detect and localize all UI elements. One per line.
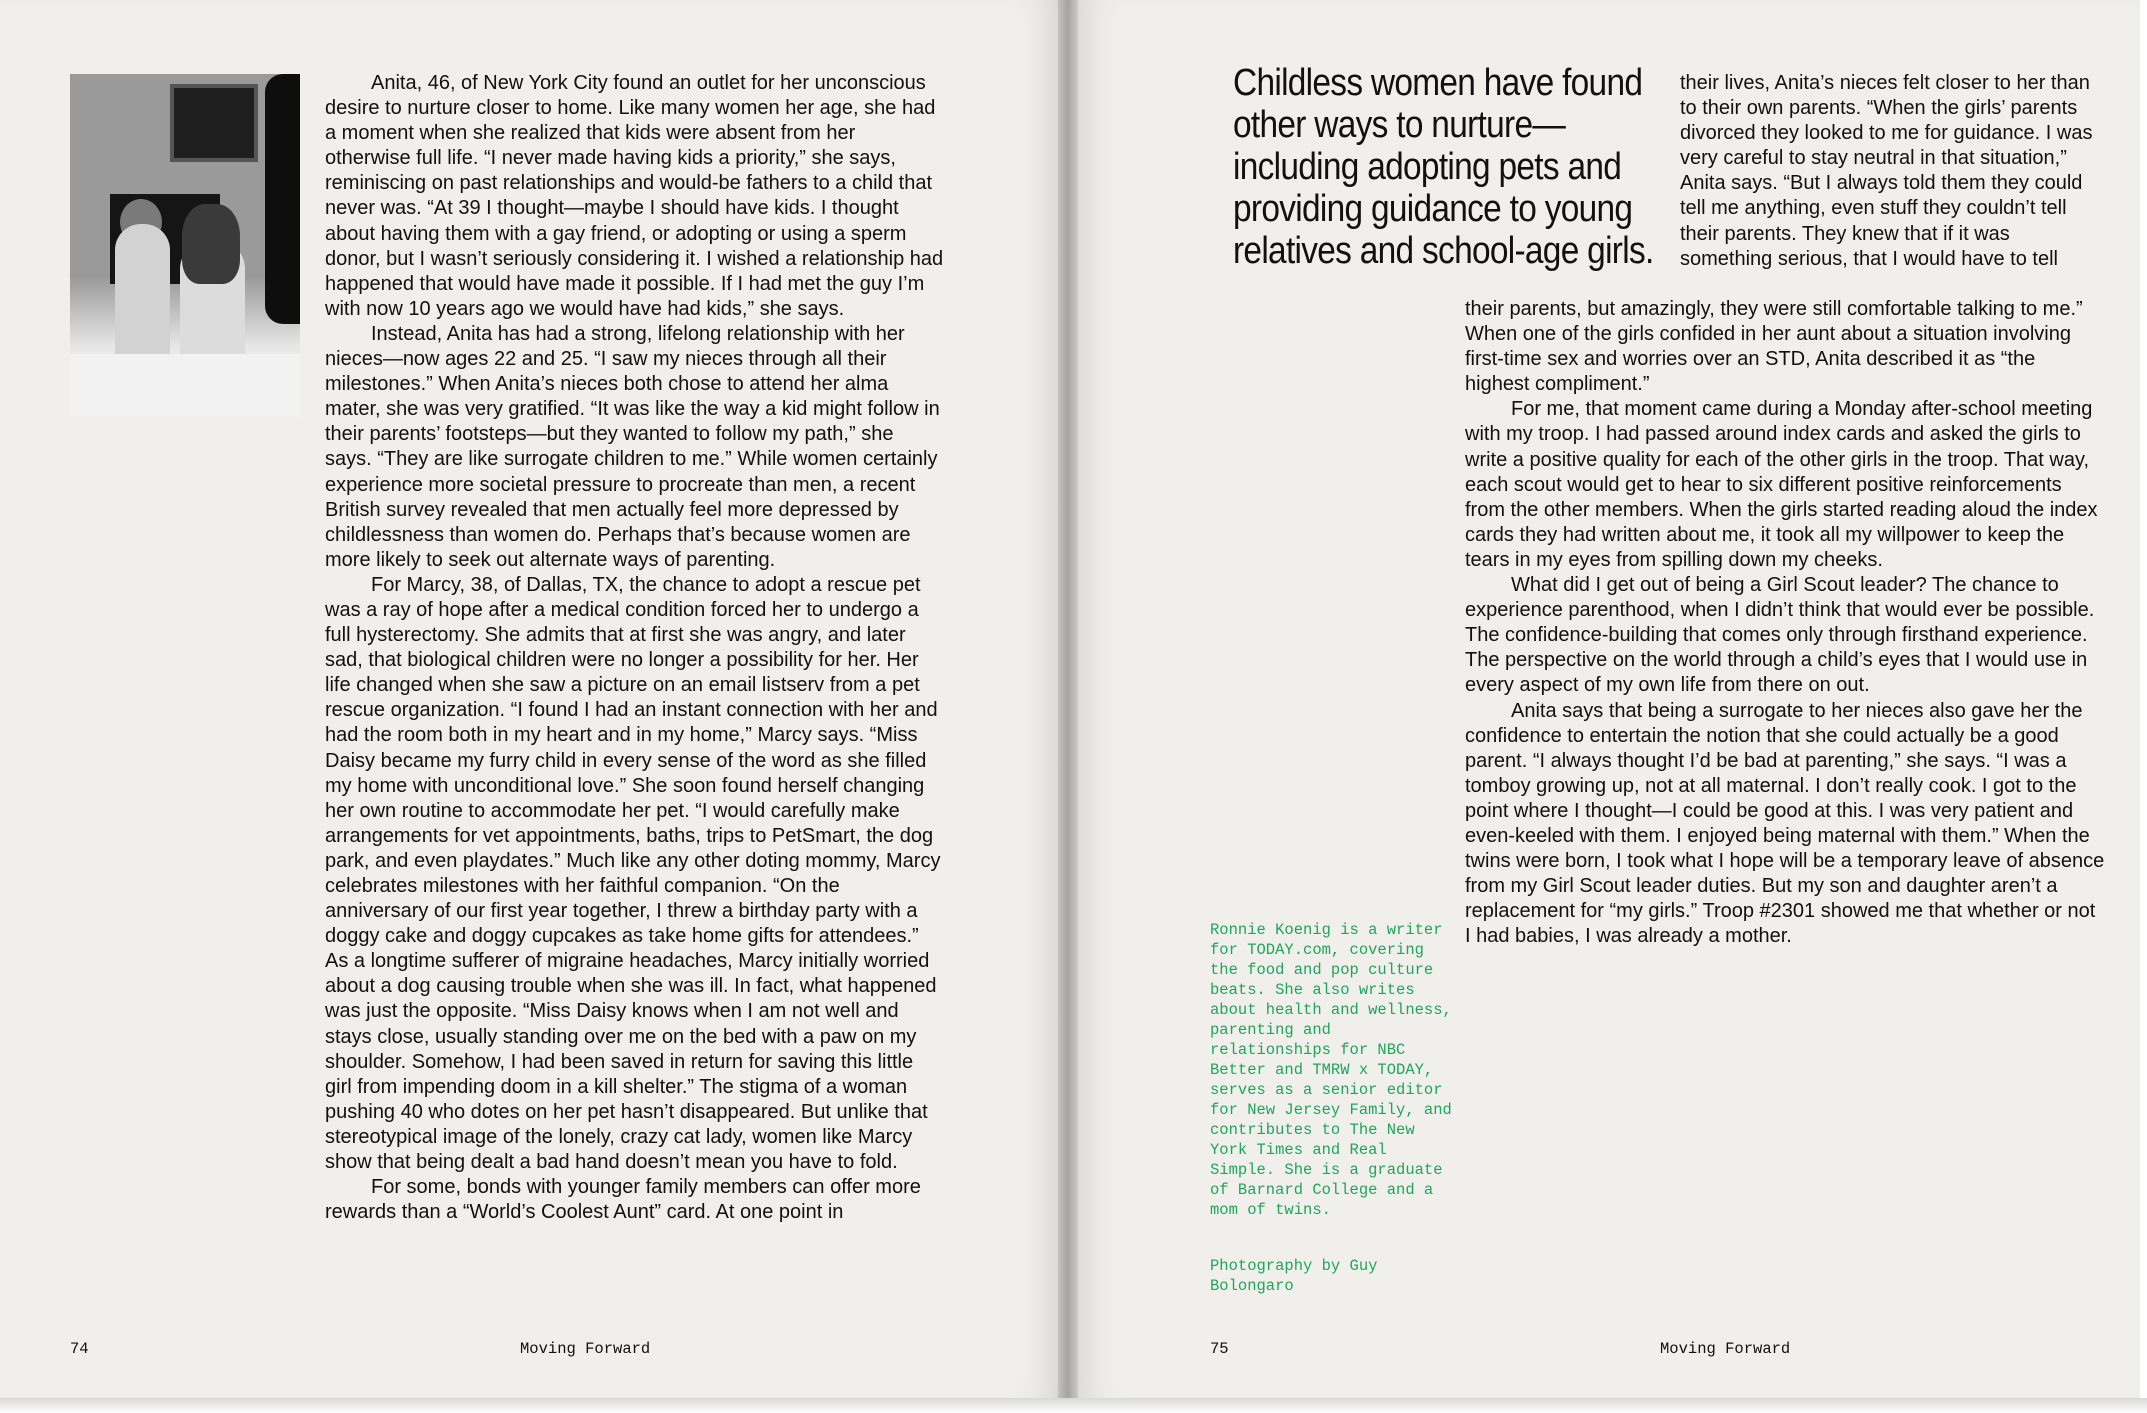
pull-quote: Childless women have found other ways to nurture—including adopting pets and providing guidance to young relatives and school-age girls. <box>1233 62 1654 272</box>
paragraph: Instead, Anita has had a strong, lifelong relationship with her nieces—now ages 22 and 25. “I saw my nieces through all their milestones.” When Anita’s nieces both chose to attend her alma mater, she was very gratified. “It was like the way a kid might follow in their parents’ footsteps—but they wanted to follow my path,” she says. “They are like surrogate children to me.” While women certainly experience more societal pressure to procreate than men, a recent British survey revealed that men actually feel more depressed by childlessness than women do. Perhaps that’s because women are more likely to seek out alternate ways of parenting. <box>325 322 940 571</box>
photo-children-bedroom <box>70 74 300 417</box>
photo-credit: Photography by Guy Bolongaro <box>1210 1257 1378 1295</box>
paragraph: their parents, but amazingly, they were still comfortable talking to me.” When one of the girls confided in her aunt about a situation involving first-time sex and worries over an STD, Anita described it as “the highest compliment.” <box>1465 298 2083 396</box>
paragraph: Anita, 46, of New York City found an outlet for her unconscious desire to nurture closer to home. Like many women her age, she had a moment when she realized that kids were absent from her otherwise full life. “I never made having kids a priority,” she says, reminiscing on past relationships and would-be fathers to a child that never was. “At 39 I thought—maybe I should have kids. I thought about having them with a gay friend, or adopting or using a sperm donor, but I wasn’t seriously considering it. I wished a relationship had happened that would have made it possible. If I had met the guy I’m with now 10 years ago we would have had kids,” she says. <box>325 72 944 320</box>
left-body-column <box>325 71 945 1225</box>
author-bio: Ronnie Koenig is a writer for TODAY.com, covering the food and pop culture beats. She also writes about health and wellness, parenting and relationships for NBC Better and TMRW x TODAY, serves as a senior editor for New Jersey Family, and contributes to The New York Times and Real Simple. She is a graduate of Barnard College and a mom of twins. <box>1210 921 1452 1219</box>
page-number: 74 <box>70 1340 89 1358</box>
paragraph: For some, bonds with younger family members can offer more rewards than a “World’s Coolest Aunt” card. At one point in <box>325 1176 921 1224</box>
section-title: Moving Forward <box>520 1340 651 1358</box>
page-edge-shadow <box>0 1398 2147 1413</box>
paragraph: What did I get out of being a Girl Scout leader? The chance to experience parenthood, when I didn’t think that would ever be possible. The confidence-building that comes only through firsthand experience. The perspective on the world through a child’s eyes that I would use in every aspect of my own life from there on out. <box>1465 574 2095 697</box>
book-gutter <box>1058 0 1078 1398</box>
paragraph: Anita says that being a surrogate to her nieces also gave her the confidence to entertain the notion that she could actually be a good parent. “I always thought I’d be bad at parenting,” she says. “I was a tomboy growing up, not at all maternal. I don’t really cook. I got to the point where I thought—I could be good at this. I was very patient and even-keeled with them. I enjoyed being maternal with them.” When the twins were born, I took what I hope will be a temporary leave of absence from my Girl Scout leader duties. But my son and daughter aren’t a replacement for “my girls.” Troop #2301 showed me that whether or not I had babies, I was already a mother. <box>1465 699 2105 948</box>
left-page <box>0 0 1068 1398</box>
right-top-column <box>1680 71 2100 272</box>
section-title: Moving Forward <box>1660 1340 1791 1358</box>
paragraph: For me, that moment came during a Monday after-school meeting with my troop. I had passed around index cards and asked the girls to write a positive quality for each of the other girls in the troop. That way, each scout would get to hear to six different positive reinforcements from the other members. When the girls started reading aloud the index cards they had written about me, it took all my willpower to keep the tears in my eyes from spilling down my cheeks. <box>1465 398 2098 571</box>
paragraph: their lives, Anita’s nieces felt closer to her than to their own parents. “When the girls’ parents divorced they looked to me for guidance. I was very careful to stay neutral in that situation,” Anita says. “But I always told them they could tell me anything, even stuff they couldn’t tell their parents. They knew that if it was something serious, that I would have to tell <box>1680 72 2093 270</box>
page-number: 75 <box>1210 1340 1229 1358</box>
right-body-column <box>1465 297 2105 949</box>
paragraph: For Marcy, 38, of Dallas, TX, the chance to adopt a rescue pet was a ray of hope after a medical condition forced her to undergo a full hysterectomy. She admits that at first she was angry, and later sad, that biological children were no longer a possibility for her. Her life changed when she saw a picture on an email listserv from a pet rescue organization. “I found I had an instant connection with her and had the room both in my heart and in my home,” Marcy says. “Miss Daisy became my furry child in every sense of the word as she filled my home with unconditional love.” She soon found herself changing her own routine to accommodate her pet. “I would carefully make arrangements for vet appointments, baths, trips to PetSmart, the dog park, and even playdates.” Much like any other doting mommy, Marcy celebrates milestones with her faithful companion. “On the anniversary of our first year together, I threw a birthday party with a doggy cake and doggy cupcakes as take home gifts for attendees.” As a longtime sufferer of migraine headaches, Marcy initially worried about a dog causing trouble when she was ill. In fact, what happened was just the opposite. “Miss Daisy knows when I am not well and stays close, usually standing over me on the bed with a paw on my shoulder. Somehow, I had been saved in return for saving this little girl from impending doom in a kill shelter.” The stigma of a woman pushing 40 who dotes on her pet hasn’t disappeared. But unlike that stereotypical image of the lonely, crazy cat lady, women like Marcy show that being dealt a bad hand doesn’t mean you have to fold. <box>325 573 941 1174</box>
